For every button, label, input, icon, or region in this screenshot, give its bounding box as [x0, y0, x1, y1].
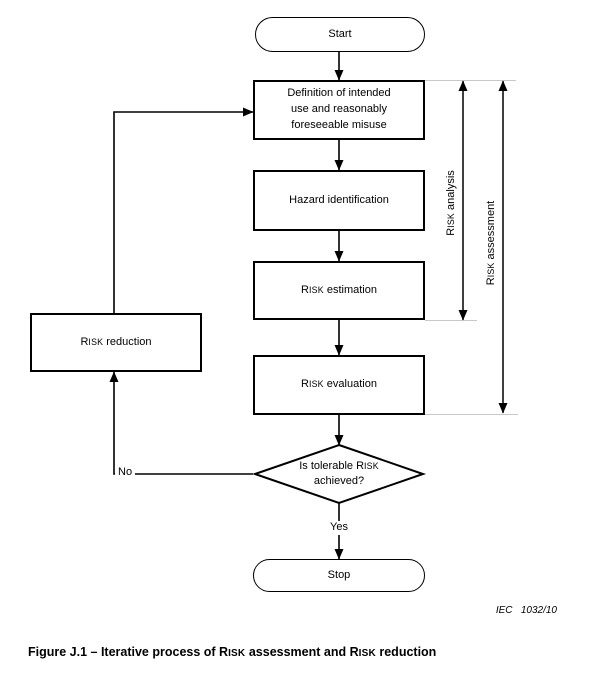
- edge-decision-no-to-reduction: [114, 372, 253, 474]
- node-estimation-label: RISK estimation: [301, 283, 377, 296]
- edge-label-no: No: [115, 466, 135, 479]
- decision-line1: Is tolerable RISK: [299, 460, 379, 472]
- iec-source-note: IEC 1032/10: [495, 605, 557, 616]
- edge-label-yes: Yes: [327, 521, 351, 534]
- node-start: [255, 17, 425, 52]
- node-start-label: Start: [328, 27, 352, 40]
- node-stop: [253, 559, 425, 592]
- node-hazard-label: Hazard identification: [289, 193, 389, 206]
- risk-assessment-label: RISK assessment: [485, 200, 497, 286]
- node-definition-line1: Definition of intended: [287, 87, 391, 100]
- node-definition-line3: foreseeable misuse: [291, 118, 387, 131]
- node-risk-reduction: [30, 313, 202, 372]
- figure-caption: Figure J.1 – Iterative process of RISK assessment and RISK reduction: [28, 645, 437, 659]
- node-risk-evaluation: [253, 355, 425, 415]
- node-definition-line2: use and reasonably: [290, 103, 387, 116]
- node-hazard-identification: [253, 170, 425, 231]
- edge-reduction-to-definition: [114, 112, 253, 313]
- node-reduction-label: RISK reduction: [80, 335, 152, 348]
- node-definition-of-intended-use: [253, 80, 425, 140]
- node-evaluation-label: RISK evaluation: [301, 378, 377, 391]
- node-risk-estimation: [253, 261, 425, 320]
- decision-diamond-text: [269, 459, 409, 489]
- risk-analysis-label: RISK analysis: [445, 170, 457, 236]
- decision-line2: achieved?: [313, 474, 365, 487]
- node-stop-label: Stop: [327, 568, 351, 581]
